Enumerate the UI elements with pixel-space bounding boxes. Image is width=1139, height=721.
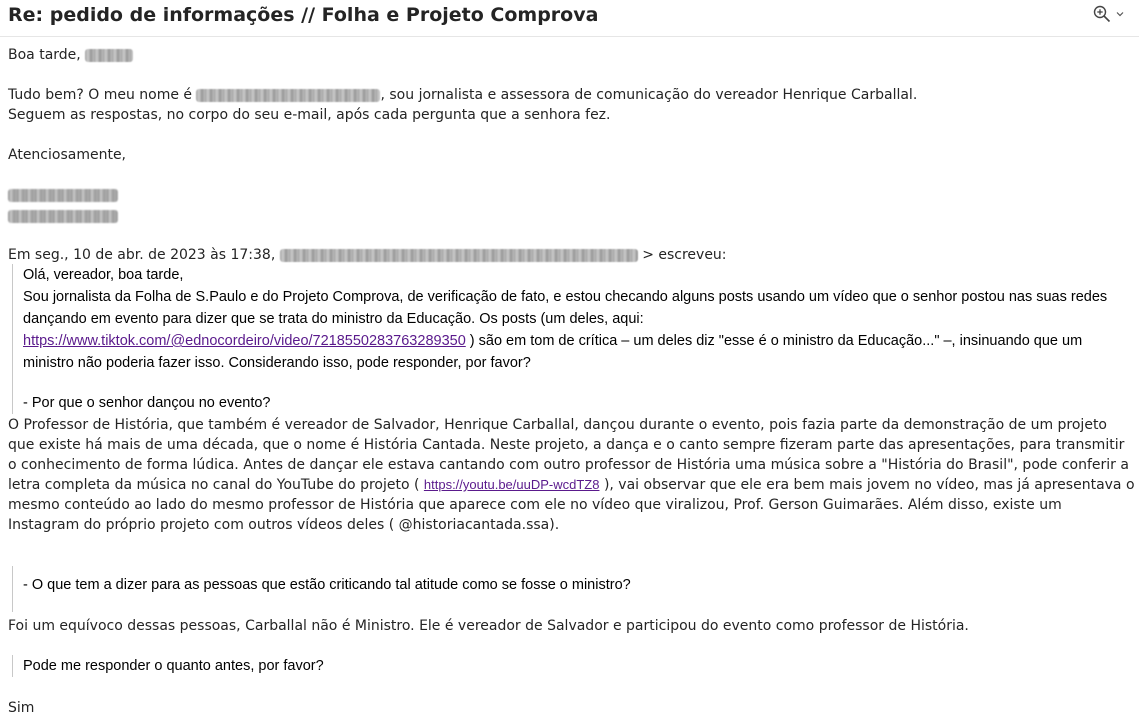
- quote-header-date: Em seg., 10 de abr. de 2023 às 17:38,: [8, 247, 276, 263]
- greeting: [8, 45, 133, 65]
- zoom-in-icon: [1093, 5, 1111, 23]
- quote-question-3: Pode me responder o quanto antes, por favor?: [23, 658, 324, 674]
- greeting-text: Boa tarde,: [8, 47, 81, 63]
- quote-question-2: - O que tem a dizer para as pessoas que estão criticando tal atitude como se fosse o ministro?: [23, 577, 631, 593]
- quote-line: Sou jornalista da Folha de S.Paulo e do Projeto Comprova, de verificação de fato, e estou checando alguns posts usando um vídeo que o senhor postou nas suas redes: [23, 289, 1108, 305]
- intro-line-1: [8, 85, 917, 105]
- quote-line-suffix: ) são em tom de crítica – um deles diz "esse é o ministro da Educação..." –, insinuando que um: [465, 333, 1083, 349]
- answer-1: [8, 415, 1136, 535]
- message-header: [0, 0, 1139, 37]
- message-subject: Re: pedido de informações // Folha e Projeto Comprova: [8, 4, 599, 26]
- quote-header: [8, 245, 727, 265]
- quoted-message-3: [12, 655, 1023, 677]
- chevron-down-icon: [1115, 9, 1125, 19]
- zoom-button[interactable]: [1093, 5, 1125, 23]
- quoted-message-1: [12, 264, 1133, 414]
- answer-2-text: Foi um equívoco dessas pessoas, Carballal não é Ministro. Ele é vereador de Salvador e participou do evento como professor de História.: [8, 618, 969, 634]
- redacted-name: [85, 49, 133, 62]
- quote-line: ministro não poderia fazer isso. Considerando isso, pode responder, por favor?: [23, 355, 531, 371]
- signoff: Atenciosamente,: [8, 147, 127, 163]
- answer-1-text-end: ), vai observar que ele era bem mais jovem no vídeo, mas já apresentava o mesmo conteúdo ao lado do mesmo professor de História que aparece com ele no vídeo que viralizou, Prof. Gerson Guimarães. Além disso, existe um Instagram do próprio projeto com outros vídeos deles ( @historiacantada.ssa).: [8, 477, 1135, 533]
- answer-3: [8, 698, 1136, 718]
- redacted-sender-name: [196, 89, 380, 102]
- quote-line: Olá, vereador, boa tarde,: [23, 267, 184, 283]
- quote-line: [23, 330, 1133, 352]
- answer-1-text-start: O Professor de História, que também é vereador de Salvador, Henrique Carballal, dançou durante o evento, pois fazia parte da demonstração de um projeto que existe há mais de uma década, que o nome é História Cantada. Neste projeto, a dança e o canto sempre fizeram parte das apresentações, para transmitir o conhecimento de forma lúdica. Antes de dançar ele estava cantando com outro professor de História uma música sobre a "História do Brasil", pode conferir a letra completa da música no canal do YouTube do projeto (: [8, 417, 1129, 493]
- quote-spacer: [23, 374, 1133, 392]
- redacted-email: [280, 249, 638, 262]
- tiktok-link[interactable]: https://www.tiktok.com/@ednocordeiro/video/7218550283763289350: [23, 333, 466, 349]
- quoted-message-2: [12, 566, 1023, 612]
- redacted-signature-name: [8, 189, 118, 202]
- quote-header-wrote: > escreveu:: [642, 247, 727, 263]
- intro-text-start: Tudo bem? O meu nome é: [8, 87, 193, 103]
- intro-text-end: , sou jornalista e assessora de comunicação do vereador Henrique Carballal.: [380, 87, 918, 103]
- youtube-link[interactable]: https://youtu.be/uuDP-wcdTZ8: [423, 477, 600, 492]
- answer-2: [8, 616, 1136, 636]
- quote-line: dançando em evento para dizer que se trata do ministro da Educação. Os posts (um deles, aqui:: [23, 311, 644, 327]
- answer-3-text: Sim: [8, 700, 35, 716]
- redacted-signature-phone: [8, 210, 118, 223]
- quote-question-1: - Por que o senhor dançou no evento?: [23, 395, 271, 411]
- intro-line-2: Seguem as respostas, no corpo do seu e-mail, após cada pergunta que a senhora fez.: [8, 107, 611, 123]
